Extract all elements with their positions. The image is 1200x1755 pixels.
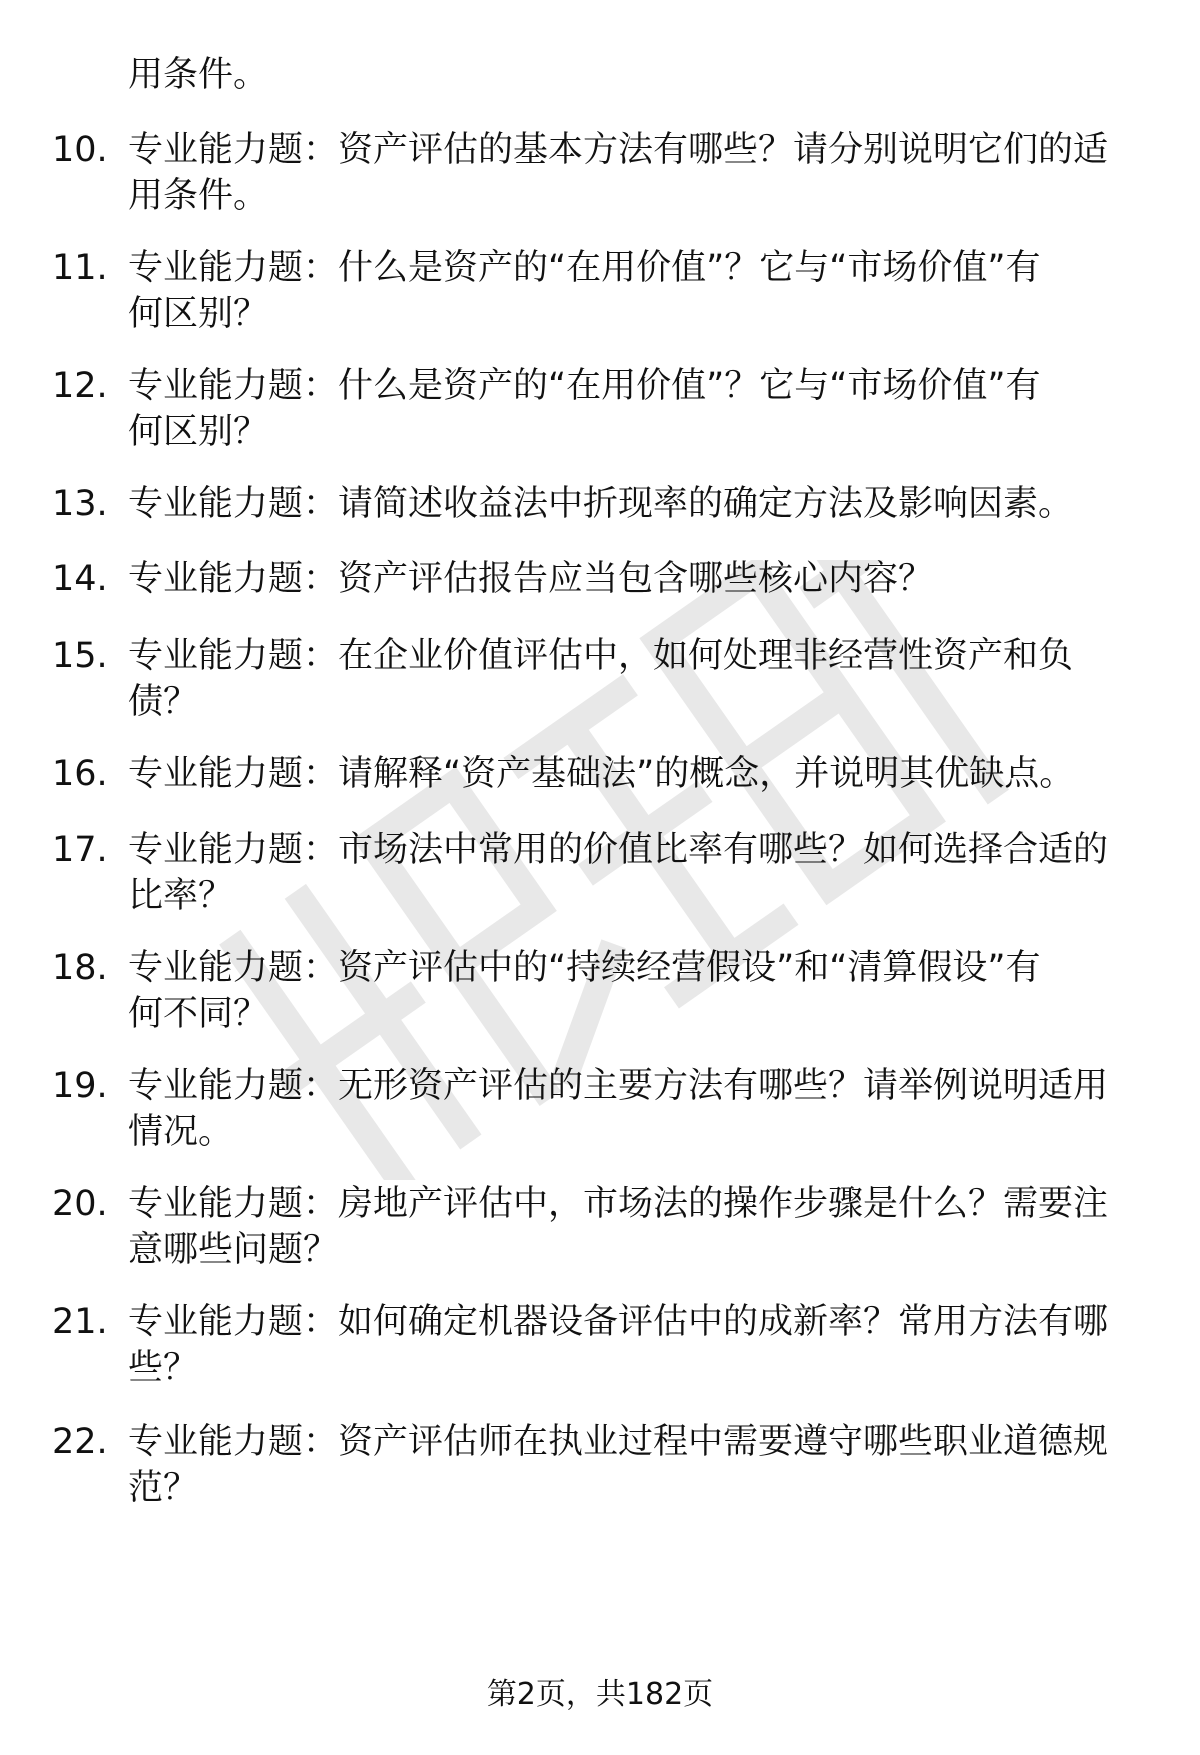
question-number: 19. — [52, 1066, 108, 1106]
question-line-1: 专业能力题：资产评估中的“持续经营假设”和“清算假设”有 — [128, 948, 1041, 988]
question-line-2: 何不同？ — [128, 994, 269, 1034]
question-line-1: 专业能力题：如何确定机器设备评估中的成新率？常用方法有哪 — [128, 1302, 1109, 1342]
question-line-1: 专业能力题：房地产评估中，市场法的操作步骤是什么？需要注 — [128, 1184, 1109, 1224]
question-line-2: 何区别？ — [128, 294, 269, 334]
question-line-1: 专业能力题：请简述收益法中折现率的确定方法及影响因素。 — [128, 484, 1074, 524]
question-number: 21. — [52, 1302, 108, 1342]
question-number: 14. — [52, 559, 108, 599]
question-line-1: 专业能力题：无形资产评估的主要方法有哪些？请举例说明适用 — [128, 1066, 1109, 1106]
question-line-2: 情况。 — [128, 1112, 234, 1152]
question-line-2: 用条件。 — [128, 176, 269, 216]
question-number: 17. — [52, 830, 108, 870]
question-line-1: 专业能力题：什么是资产的“在用价值”？它与“市场价值”有 — [128, 366, 1041, 406]
question-line-2: 何区别？ — [128, 412, 269, 452]
question-line-1: 专业能力题：资产评估报告应当包含哪些核心内容？ — [128, 559, 934, 599]
question-number: 20. — [52, 1184, 108, 1224]
question-number: 11. — [52, 248, 108, 288]
question-number: 16. — [52, 754, 108, 794]
question-number: 18. — [52, 948, 108, 988]
question-line-1: 专业能力题：资产评估师在执业过程中需要遵守哪些职业道德规 — [128, 1422, 1109, 1462]
question-line-1: 专业能力题：什么是资产的“在用价值”？它与“市场价值”有 — [128, 248, 1041, 288]
question-number: 10. — [52, 130, 108, 170]
question-number: 12. — [52, 366, 108, 406]
continuation-text: 用条件。 — [128, 55, 269, 95]
question-number: 22. — [52, 1422, 108, 1462]
question-line-1: 专业能力题：资产评估的基本方法有哪些？请分别说明它们的适 — [128, 130, 1109, 170]
page-number-label: 第2页，共182页 — [486, 1677, 714, 1712]
question-number: 15. — [52, 636, 108, 676]
page-footer — [0, 1675, 1200, 1715]
question-line-2: 范？ — [128, 1468, 199, 1508]
question-line-2: 债？ — [128, 682, 199, 722]
question-line-1: 专业能力题：市场法中常用的价值比率有哪些？如何选择合适的 — [128, 830, 1109, 870]
question-line-2: 比率？ — [128, 876, 234, 916]
question-number: 13. — [52, 484, 108, 524]
question-line-2: 意哪些问题？ — [128, 1230, 339, 1270]
question-line-1: 专业能力题：在企业价值评估中，如何处理非经营性资产和负 — [128, 636, 1074, 676]
question-line-1: 专业能力题：请解释“资产基础法”的概念，并说明其优缺点。 — [128, 754, 1075, 794]
question-line-2: 些？ — [128, 1348, 199, 1388]
